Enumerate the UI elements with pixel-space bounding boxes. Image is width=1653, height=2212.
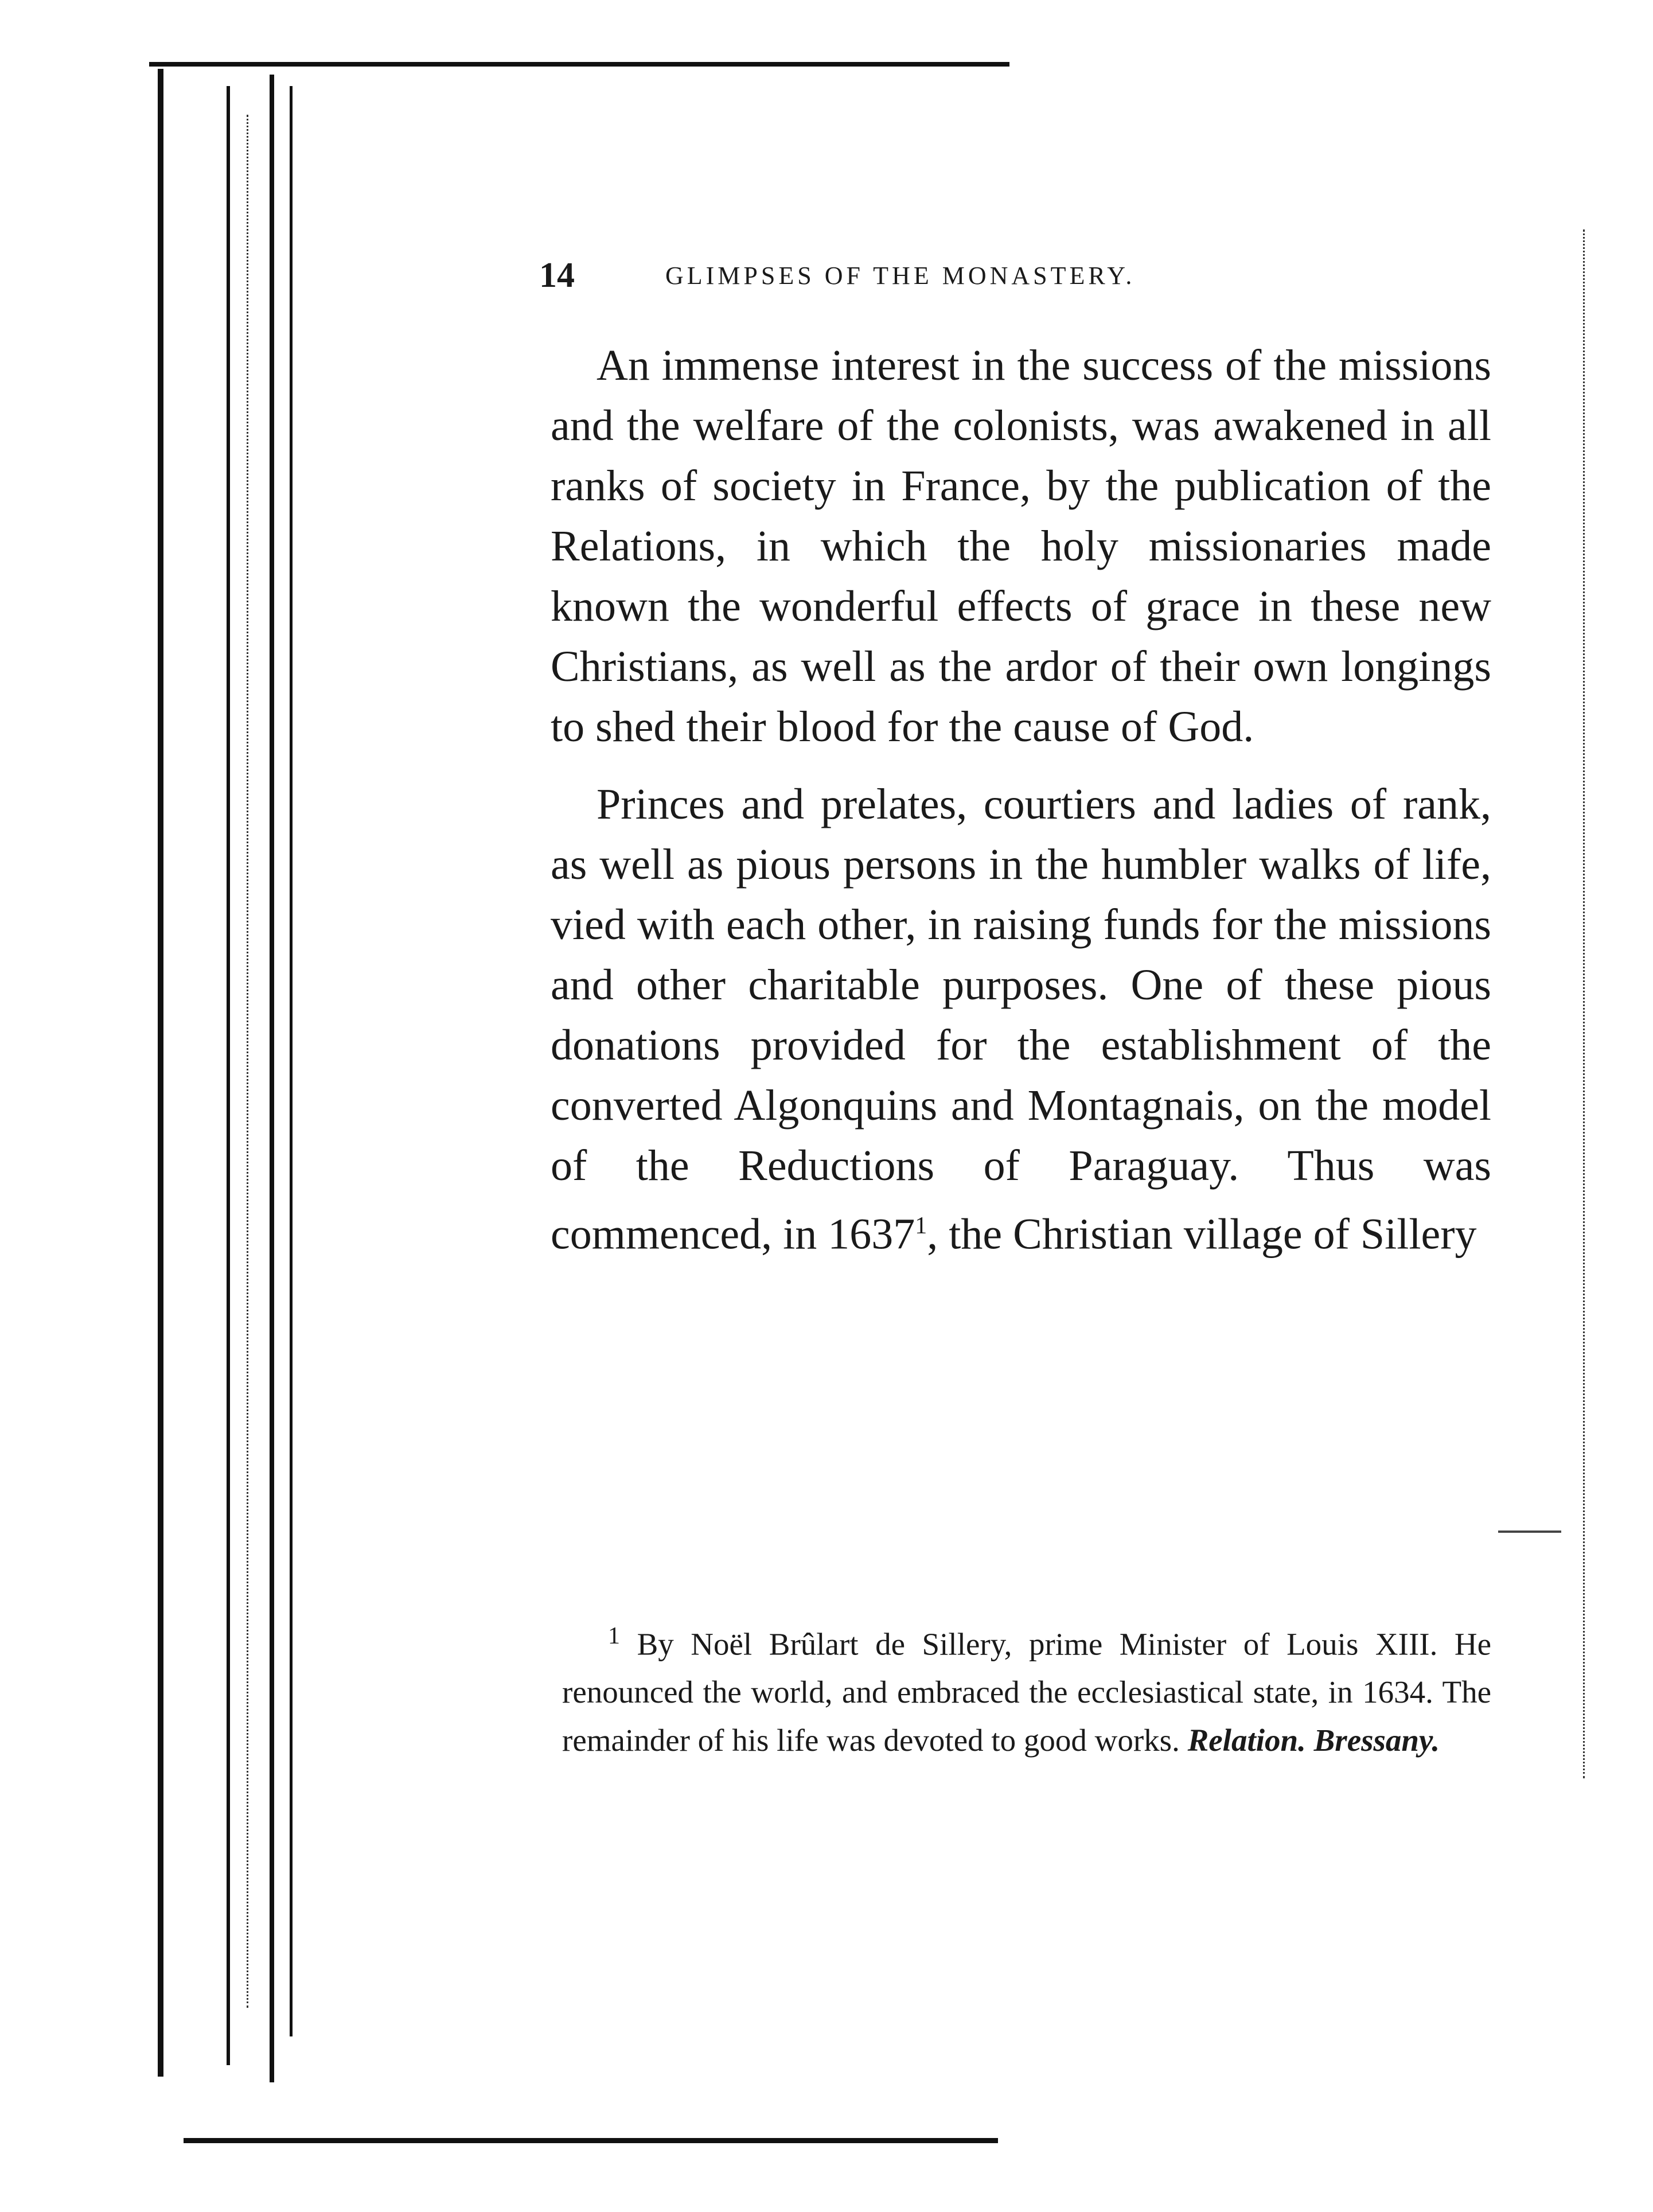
book-edge-line bbox=[158, 69, 163, 2077]
book-edge-dots bbox=[1583, 229, 1585, 1778]
footnote-text: By Noël Brûlart de Sillery, prime Minister of Louis XIII. He renounced the world, and embraced the ecclesiastical state, in 1634. The remainder of his life was devoted to good works. bbox=[562, 1626, 1492, 1758]
footnote-citation: Relation. Bressany. bbox=[1187, 1723, 1440, 1758]
top-rule bbox=[149, 62, 1009, 67]
book-edge-line bbox=[290, 86, 293, 2036]
paragraph: An immense interest in the success of the missions and the welfare of the colonists, was awakened in all ranks of society in France, by the publication of the Relations, in which the holy missionaries made known the wonderful effects of grace in these new Christians, as well as the ardor of their own longings to shed their blood for the cause of God. bbox=[551, 341, 1491, 751]
footnote-block bbox=[562, 1612, 1491, 1765]
running-head: GLIMPSES OF THE MONASTERY. bbox=[665, 261, 1136, 290]
bottom-rule bbox=[184, 2138, 998, 2143]
paragraph-text: Princes and prelates, courtiers and ladies of rank, as well as pious persons in the humbler walks of life, vied with each other, in raising funds for the missions and other charitable purposes. One of these pious donations provided for the establishment of the converted Algonquins and Montagnais, on the model of the Reductions of Paraguay. Thus was commenced, in 1637 bbox=[551, 780, 1491, 1259]
footnote-reference: 1 bbox=[915, 1213, 927, 1239]
page-header bbox=[539, 252, 1480, 298]
book-edge-dots bbox=[247, 115, 248, 2008]
footnote-mark: 1 bbox=[608, 1623, 620, 1649]
body-text bbox=[551, 336, 1491, 1282]
paragraph-text-tail: , the Christian village of Sillery bbox=[927, 1210, 1477, 1259]
paragraph bbox=[551, 774, 1491, 1264]
margin-rule bbox=[1498, 1531, 1561, 1533]
book-edge-line bbox=[227, 86, 230, 2065]
footnote bbox=[562, 1612, 1491, 1765]
book-edge-line bbox=[270, 75, 274, 2082]
page-number: 14 bbox=[539, 255, 575, 295]
